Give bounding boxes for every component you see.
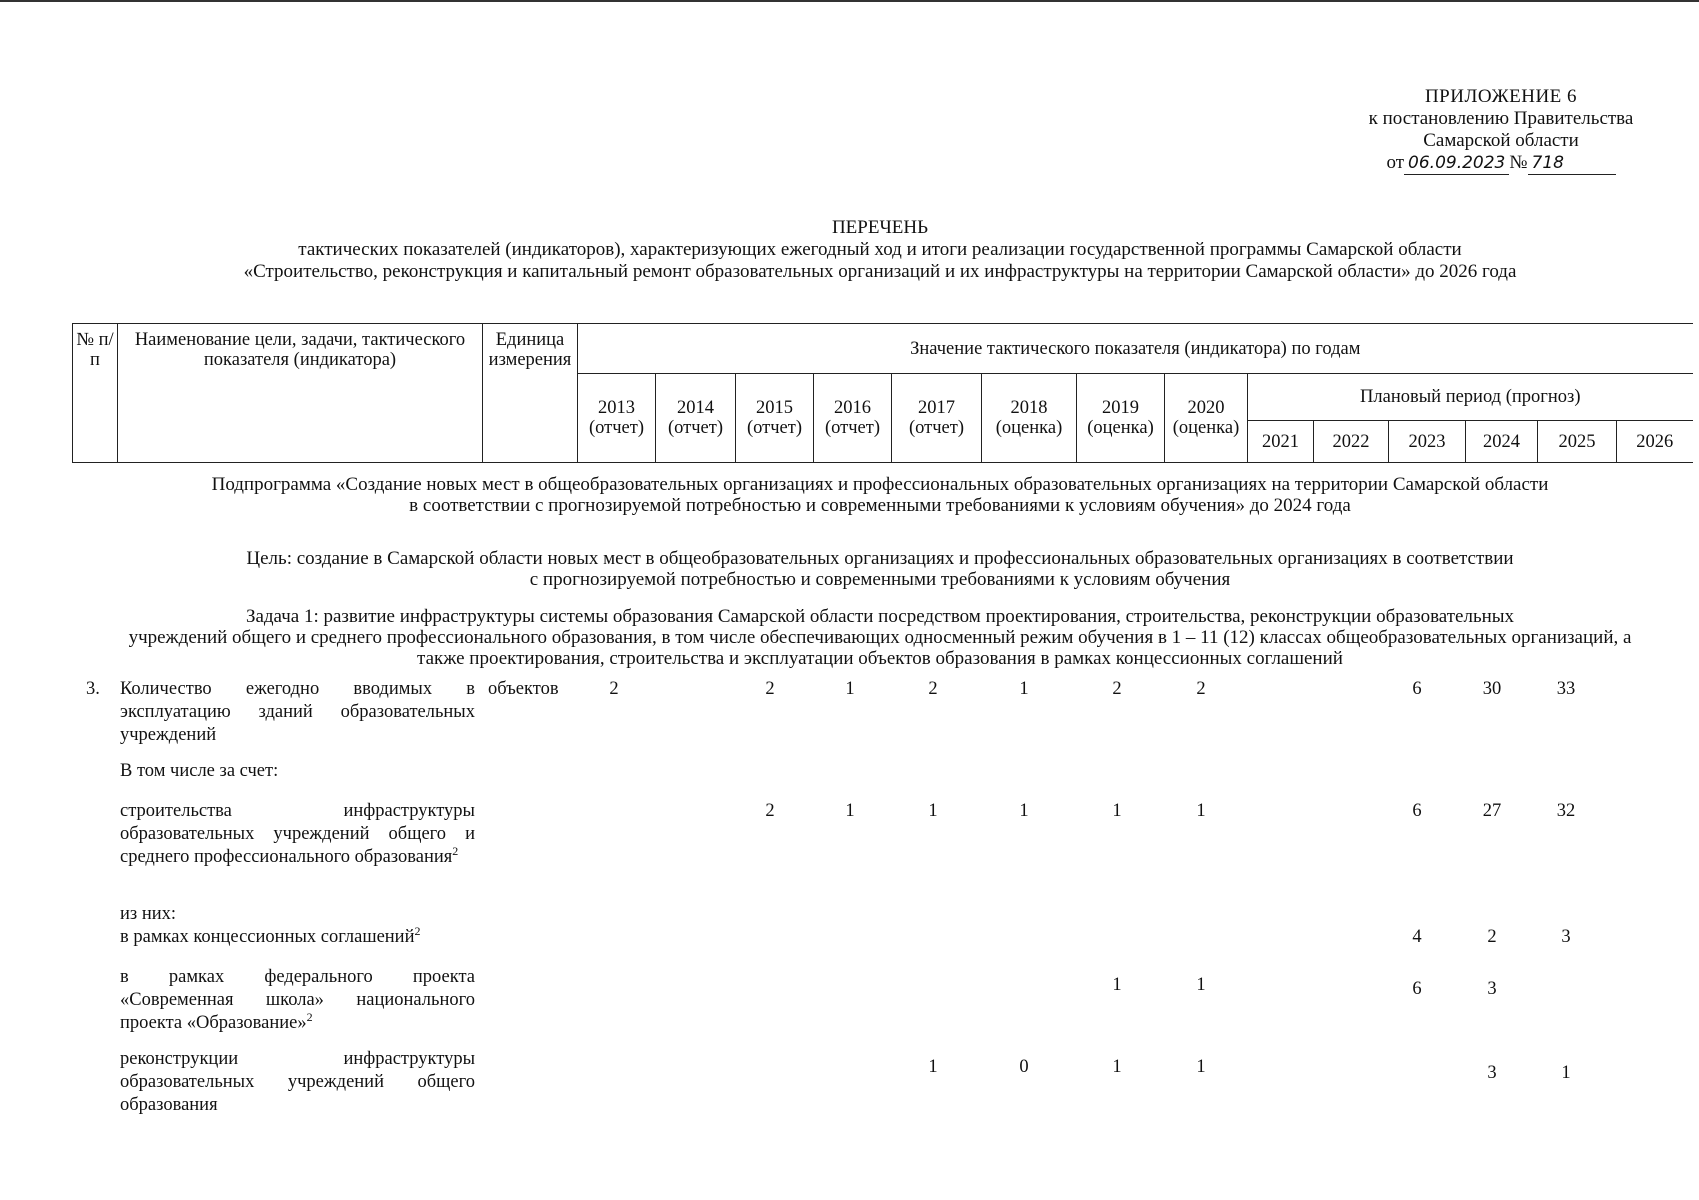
indicator-unit: объектов (488, 679, 559, 699)
col-header-planned-year: 2026 (1617, 421, 1693, 463)
col-header-year: 2013 (отчет) (578, 374, 656, 463)
value-2020: 1 (1196, 1057, 1206, 1077)
subprogram-heading (70, 474, 1690, 516)
col-header-planned-year: 2025 (1538, 421, 1617, 463)
value-2024: 2 (1487, 927, 1497, 947)
value-2020: 1 (1196, 801, 1206, 821)
goal-line-2: с прогнозируемой потребностью и современными требованиями к условиям обучения (529, 569, 1231, 590)
value-2023: 6 (1412, 801, 1422, 821)
value-2024: 27 (1482, 801, 1502, 821)
from-label: от (1386, 152, 1405, 173)
value-2016: 1 (845, 801, 855, 821)
value-2019: 2 (1112, 679, 1122, 699)
col-header-year: 2017 (отчет) (892, 374, 982, 463)
value-2018: 0 (1019, 1057, 1029, 1077)
indicator-table-header (72, 323, 1693, 463)
col-header-year: 2020 (оценка) (1165, 374, 1248, 463)
value-2024: 3 (1487, 979, 1497, 999)
value-2015: 2 (765, 801, 775, 821)
col-header-year: 2016 (отчет) (814, 374, 892, 463)
value-2019: 1 (1112, 1057, 1122, 1077)
value-2015: 2 (765, 679, 775, 699)
value-2020: 2 (1196, 679, 1206, 699)
value-2017: 2 (928, 679, 938, 699)
col-header-unit: Единица измерения (483, 324, 578, 463)
col-header-planned-period: Плановый период (прогноз) (1248, 374, 1693, 421)
task-line-3: также проектирования, строительства и эксплуатации объектов образования в рамках концессионных соглашений (417, 648, 1343, 669)
value-2023: 6 (1412, 679, 1422, 699)
value-2018: 1 (1019, 679, 1029, 699)
goal-line-1: Цель: создание в Самарской области новых мест в общеобразовательных организациях и профессиональных образовательных организациях в соответствии (246, 548, 1514, 569)
number-label: № (1509, 152, 1528, 173)
indicator-name: из них: в рамках концессионных соглашений$^2$ (120, 904, 421, 947)
task-line-1: Задача 1: развитие инфраструктуры системы образования Самарской области посредством проектирования, строительства, реконструкции образовательных (245, 606, 1515, 627)
subprogram-line-2: в соответствии с прогнозируемой потребностью и современными требованиями к условиям обучения» до 2024 года (409, 495, 1351, 516)
title-line-2: «Строительство, реконструкция и капитальный ремонт образовательных организаций и их инфраструктуры на территории Самарской области» до 2026 года (243, 261, 1517, 282)
col-header-planned-year: 2021 (1248, 421, 1314, 463)
value-2024: 3 (1487, 1063, 1497, 1083)
indicator-name: реконструкции инфраструктуры образовательных учреждений общего образования (120, 1049, 475, 1115)
value-2020: 1 (1196, 975, 1206, 995)
title-line-1: тактических показателей (индикаторов), характеризующих ежегодный ход и итоги реализации государственной программы Самарской области (298, 239, 1462, 260)
col-header-name: Наименование цели, задачи, тактического показателя (индикатора) (118, 324, 483, 463)
value-2019: 1 (1112, 975, 1122, 995)
col-header-num: № п/п (73, 324, 118, 463)
value-2018: 1 (1019, 801, 1029, 821)
value-2019: 1 (1112, 801, 1122, 821)
indicator-name: строительства инфраструктуры образовательных учреждений общего и среднего профессионального образования$^2$ (120, 801, 475, 867)
col-header-planned-year: 2022 (1314, 421, 1389, 463)
col-header-year: 2018 (оценка) (982, 374, 1077, 463)
col-header-year: 2015 (отчет) (736, 374, 814, 463)
page-top-border (0, 0, 1699, 2)
appendix-line-1: к постановлению Правительства (1368, 108, 1634, 129)
value-2017: 1 (928, 1057, 938, 1077)
value-2025: 33 (1556, 679, 1576, 699)
value-2023: 4 (1412, 927, 1422, 947)
value-2013: 2 (609, 679, 619, 699)
value-2025: 3 (1561, 927, 1571, 947)
indicator-name: в рамках федерального проекта «Современная школа» национального проекта «Образование»$^2$ (120, 967, 475, 1033)
value-2023: 6 (1412, 979, 1422, 999)
task-heading (70, 606, 1690, 669)
value-2024: 30 (1482, 679, 1502, 699)
appendix-block (1351, 86, 1651, 175)
document-title (120, 217, 1640, 283)
title-heading: ПЕРЕЧЕНЬ (831, 217, 929, 238)
col-header-planned-year: 2024 (1466, 421, 1538, 463)
value-2016: 1 (845, 679, 855, 699)
handwritten-number: 718 (1528, 152, 1616, 175)
handwritten-date: 06.09.2023 (1404, 152, 1509, 175)
col-header-year: 2014 (отчет) (656, 374, 736, 463)
appendix-title: ПРИЛОЖЕНИЕ 6 (1424, 86, 1578, 107)
col-header-planned-year: 2023 (1389, 421, 1466, 463)
appendix-line-2: Самарской области (1423, 130, 1579, 151)
goal-heading (70, 548, 1690, 590)
col-header-year: 2019 (оценка) (1077, 374, 1165, 463)
indicator-name: В том числе за счет: (120, 761, 279, 781)
row-number: 3. (86, 679, 100, 699)
value-2025: 1 (1561, 1063, 1571, 1083)
indicator-name: Количество ежегодно вводимых в эксплуатацию зданий образовательных учреждений (120, 679, 475, 745)
value-2017: 1 (928, 801, 938, 821)
appendix-date-line (1351, 152, 1651, 175)
subprogram-line-1: Подпрограмма «Создание новых мест в общеобразовательных организациях и профессиональных образовательных организациях на территории Самарской области (211, 474, 1549, 495)
value-2025: 32 (1556, 801, 1576, 821)
task-line-2: учреждений общего и среднего профессионального образования, в том числе обеспечивающих односменный режим обучения в 1 – 11 (12) классах общеобразовательных организаций, а (128, 627, 1632, 648)
col-header-values-by-years: Значение тактического показателя (индикатора) по годам (578, 324, 1693, 374)
